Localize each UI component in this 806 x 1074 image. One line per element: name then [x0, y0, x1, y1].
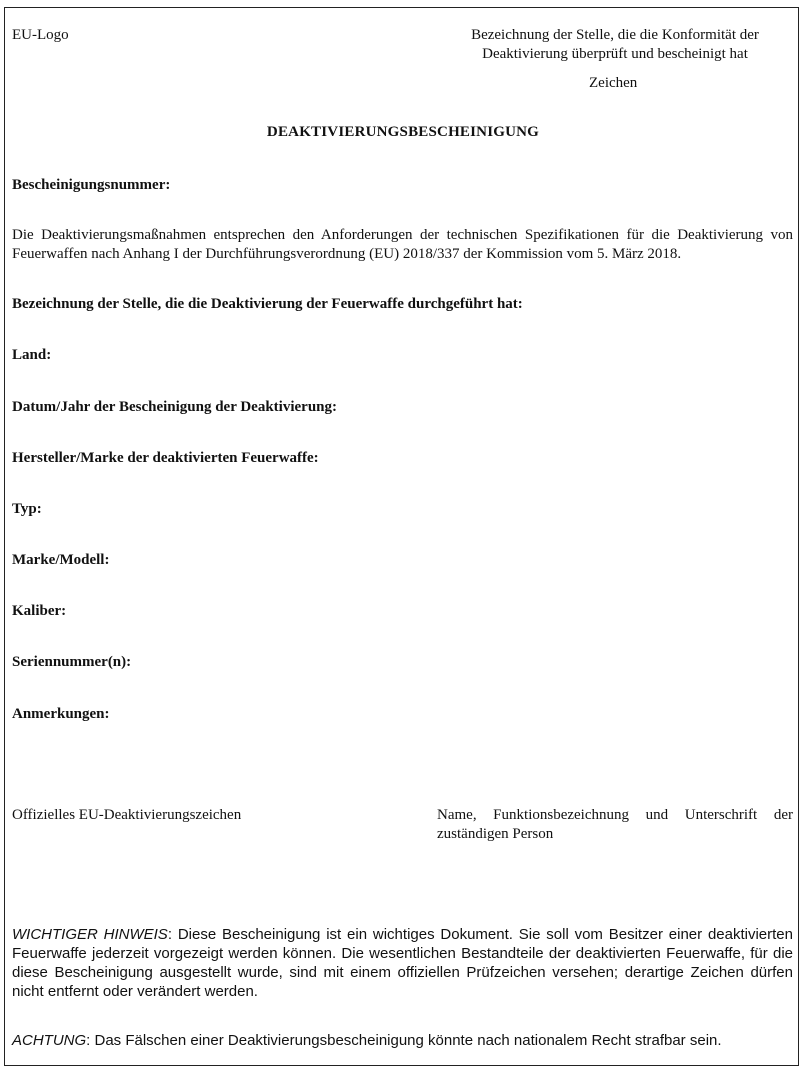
eu-logo-placeholder: EU-Logo — [12, 27, 69, 43]
signature-label: Name, Funktionsbezeichnung und Unterschrift der zuständigen Person — [437, 807, 793, 842]
intro-paragraph: Die Deaktivierungsmaßnahmen entsprechen den Anforderungen der technischen Spezifikationen für die Deaktivierung von Feuerwaffen nach Anhang I der Durchführungsverordnung (EU) 2018/337 der Kommission vom 5. März 2018. — [12, 227, 793, 262]
calibre-field: Kaliber: — [12, 603, 67, 619]
certifying-body-label: Bezeichnung der Stelle, die die Konformität der Deaktivierung überprüft und bescheinigt hat — [471, 27, 759, 62]
important-notice-prefix: WICHTIGER HINWEIS — [12, 926, 168, 943]
country-field: Land: — [12, 347, 52, 363]
serial-number-field: Seriennummer(n): — [12, 654, 132, 670]
remarks-field: Anmerkungen: — [12, 706, 110, 722]
important-notice-text: : Diese Bescheinigung ist ein wichtiges Dokument. Sie soll vom Besitzer einer deaktivierten Feuerwaffe jederzeit vorgezeigt werden können. Die wesentlichen Bestandteile der deaktivierten Feuerwaffe, für die diese Bescheinigung ausgestellt wurde, sind mit einem offiziellen Prüfzeichen versehen; derartige Zeichen dürfen nicht entfernt oder verändert werden. — [12, 926, 793, 1000]
deactivating-body-field: Bezeichnung der Stelle, die die Deaktivierung der Feuerwaffe durchgeführt hat: — [12, 296, 523, 312]
sign-label: Zeichen — [589, 75, 638, 91]
type-field: Typ: — [12, 501, 42, 517]
document-title: DEAKTIVIERUNGSBESCHEINIGUNG — [266, 124, 540, 140]
important-notice — [12, 925, 793, 1001]
make-model-field: Marke/Modell: — [12, 552, 110, 568]
date-field: Datum/Jahr der Bescheinigung der Deaktivierung: — [12, 399, 338, 415]
deactivation-mark-label: Offizielles EU-Deaktivierungszeichen — [12, 807, 242, 823]
warning-notice-text: : Das Fälschen einer Deaktivierungsbescheinigung könnte nach nationalem Recht strafbar sein. — [86, 1032, 722, 1049]
certificate-number-field: Bescheinigungsnummer: — [12, 177, 171, 193]
warning-notice-prefix: ACHTUNG — [12, 1032, 87, 1049]
certificate-frame — [4, 7, 799, 1066]
manufacturer-field: Hersteller/Marke der deaktivierten Feuerwaffe: — [12, 450, 319, 466]
warning-notice — [12, 1031, 793, 1050]
